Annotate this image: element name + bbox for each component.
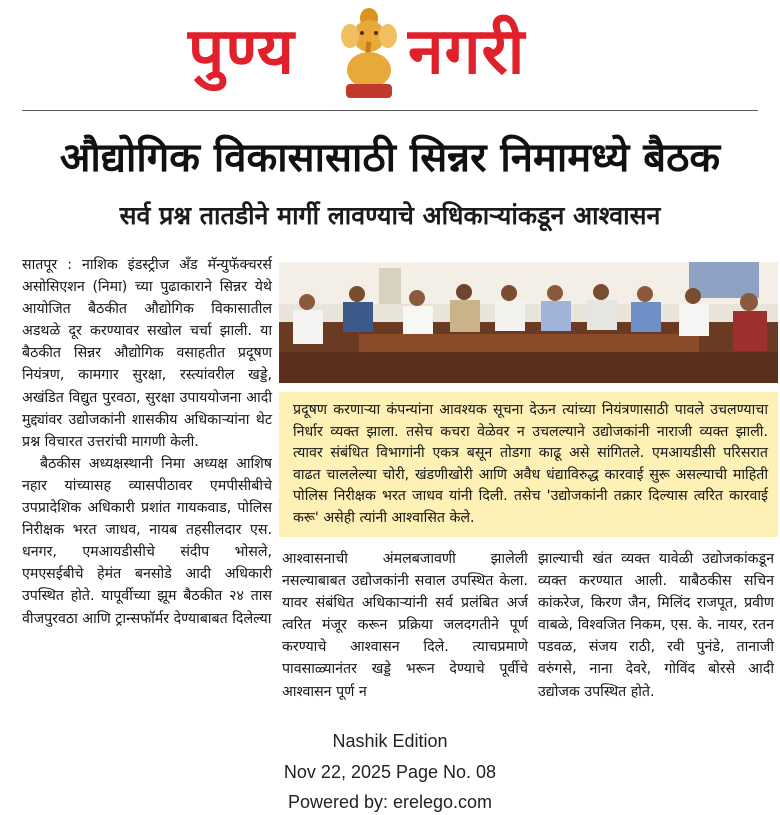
masthead-divider	[22, 110, 758, 111]
article-paragraph: सातपूर : नाशिक इंडस्ट्रीज अँड मॅन्युफॅक्चरर्स असोसिएशन (निमा) च्या पुढाकाराने सिन्नर येथे आयोजित बैठकीत औद्योगिक विकासातील अडथळे दूर करण्यावर सखोल चर्चा झाली. या बैठकीत सिन्नर औद्योगिक वसाहतीत प्रदूषण नियंत्रण, कामगार सुरक्षा, रस्त्यांवरील खड्डे, अखंडित विद्युत पुरवठा, सुरक्षा उपाययोजना आदी मुद्द्यांवर उद्योजकांनी शासकीय अधिकाऱ्यांना थेट प्रश्न विचारत उत्तरांची मागणी केली.	[22, 257, 272, 450]
page-headline: औद्योगिक विकासासाठी सिन्नर निमामध्ये बैठक	[59, 135, 721, 181]
photo-caption: प्रदूषण करणाऱ्या कंपन्यांना आवश्यक सूचना देऊन त्यांच्या नियंत्रणासाठी पावले उचलण्याचा निर्धार व्यक्त झाला. तसेच कचरा वेळेवर न उचलल्याने उद्योजकांनी नाराजी व्यक्त झाली. त्यावर संबंधित विभागांनी एकत्र बसून तोडगा काढू असे सांगितले. एमआयडीसी परिसरात वाढत चाललेल्या चोरी, खंडणीखोरी आणि अवैध धंद्याविरुद्ध कारवाई सुरू असल्याची माहिती पोलिस निरीक्षक भरत जाधव यांनी दिली. तसेच 'उद्योजकांनी तक्रार दिल्यास त्वरित कारवाई करू' असेही त्यांनी आश्वासित केले.	[279, 392, 778, 537]
masthead-title-left: पुण्य	[188, 15, 295, 89]
masthead-title-right: नगरी	[408, 15, 526, 89]
powered-by-label: Powered by: erelego.com	[287, 792, 493, 812]
ganesha-icon	[332, 6, 406, 102]
article-column-3: झाल्याची खंत व्यक्त यावेळी उद्योजकांकडून व्यक्त करण्यात आली. याबैठकीस सचिन कांकरेज, किरण जैन, मिलिंद राजपूत, प्रवीण वाबळे, विश्वजित निकम, एस. के. नायर, रतन पडवळ, संजय राठी, रवी पुनंडे, तानाजी वरुंगसे, नाना देवरे, गोविंद बोरसे आदी उद्योजक उपस्थित होते.	[538, 551, 774, 700]
article-column-2: आश्वासनाची अंमलबजावणी झालेली नसल्याबाबत उद्योजकांनी सवाल उपस्थित केला. यावर संबंधित अधिकाऱ्यांनी सर्व प्रलंबित अर्ज त्वरित मंजूर करून प्रक्रिया जलदगतीने पूर्ण करण्याचे आश्वासन दिले. त्याचप्रमाणे पावसाळ्यानंतर खड्डे भरून देण्याचे पूर्वीचे आश्वासन पूर्ण न	[282, 551, 528, 700]
date-page-label: Nov 22, 2025 Page No. 08	[283, 762, 497, 782]
edition-label: Nashik Edition	[332, 731, 448, 751]
masthead	[0, 0, 780, 110]
article-column-1	[22, 254, 272, 630]
meeting-photo	[279, 262, 778, 383]
article-paragraph: बैठकीस अध्यक्षस्थानी निमा अध्यक्ष आशिष नहार यांच्यासह व्यासपीठावर एमपीसीबीचे उपप्रादेशिक अधिकारी प्रशांत गायकवाड, पोलिस निरीक्षक भरत जाधव, नायब तहसीलदार एस. धनगर, एमआयडीसीचे संदीप भोसले, एमएसईबीचे हेमंत बनसोडे आदी अधिकारी उपस्थित होते. यापूर्वीच्या झूम बैठकीत २४ तास वीजपुरवठा आणि ट्रान्सफॉर्मर देण्याबाबत दिलेल्या	[22, 455, 272, 627]
page-subheadline: सर्व प्रश्न तातडीने मार्गी लावण्याचे अधिकाऱ्यांकडून आश्वासन	[119, 201, 661, 230]
